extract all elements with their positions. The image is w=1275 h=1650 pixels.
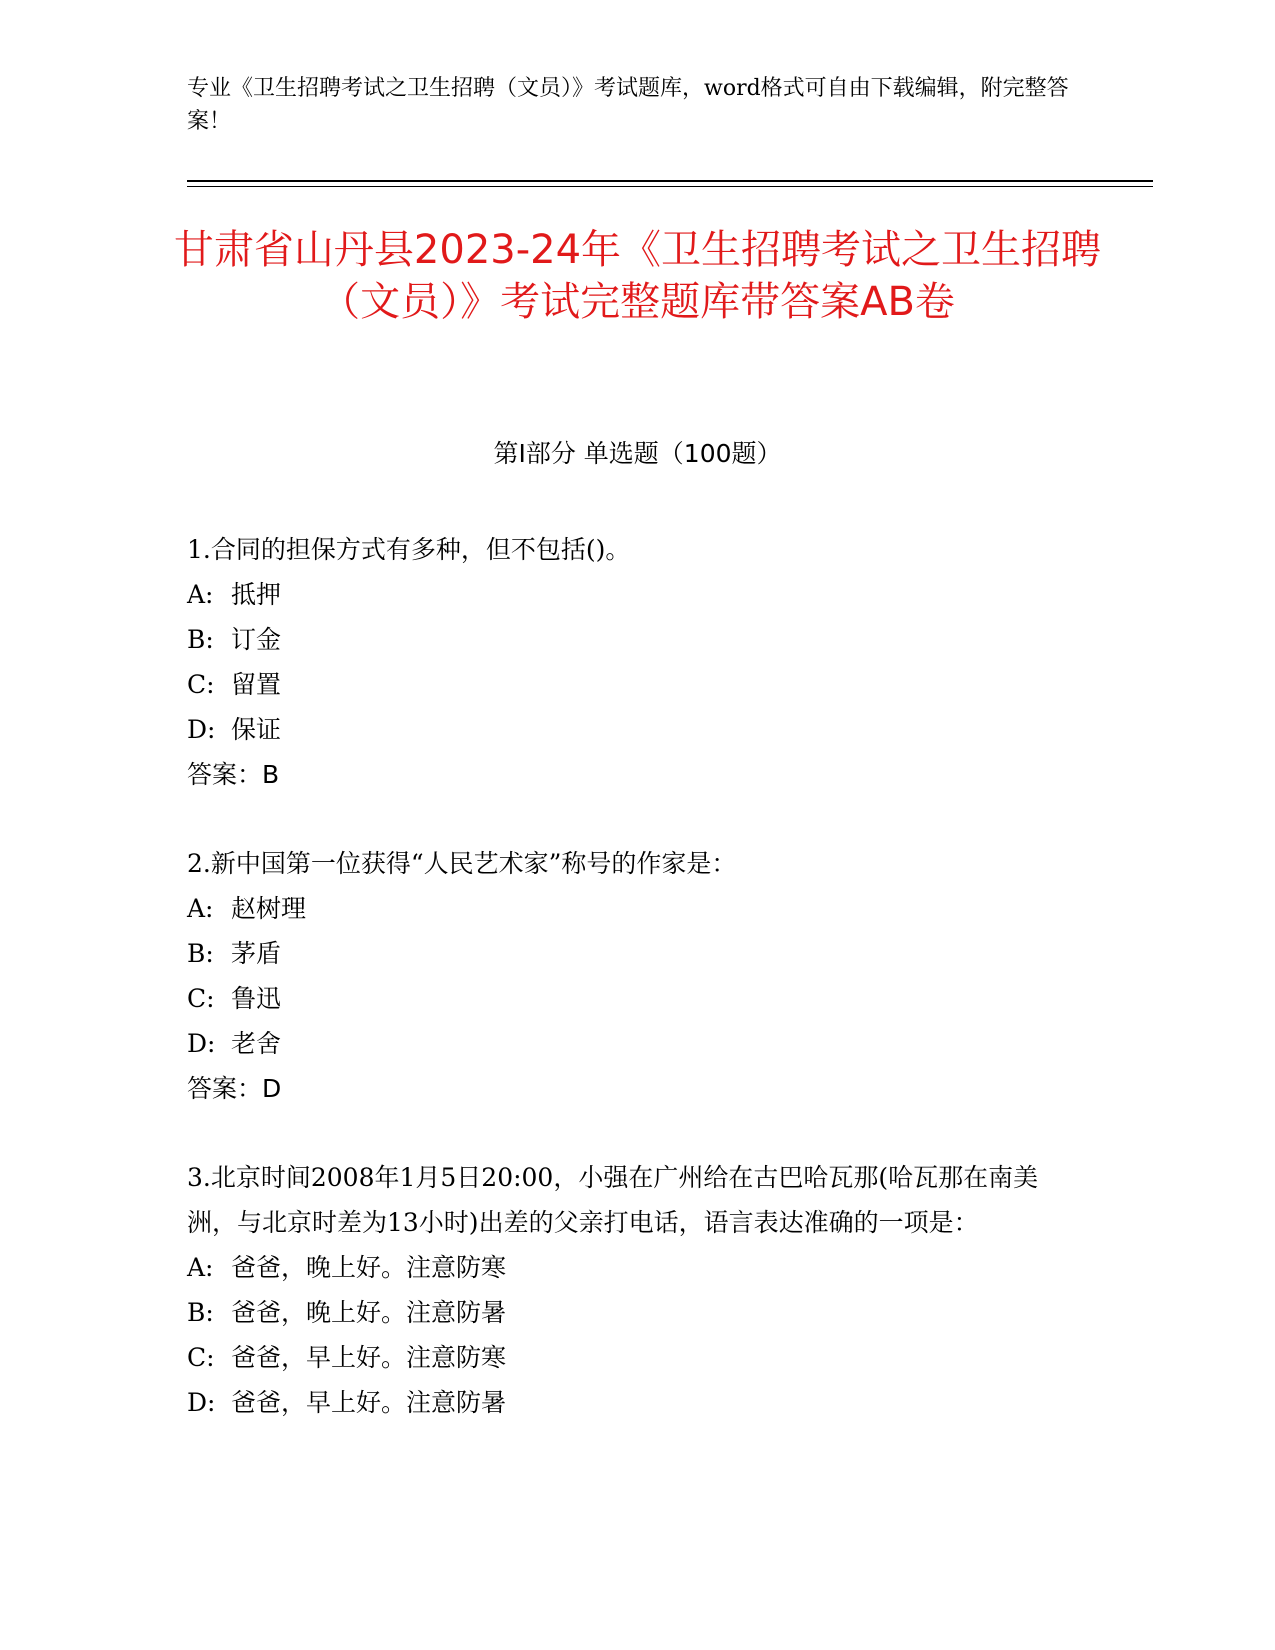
option-letter: C: [187, 984, 215, 1013]
section-heading: 第I部分 单选题（100题） [493, 439, 782, 468]
option-text: 老舍 [231, 1029, 282, 1058]
option-letter: D: [187, 715, 216, 744]
option-letter: A: [187, 1253, 214, 1282]
option-c [187, 1335, 1087, 1380]
option-d [187, 1021, 1087, 1066]
option-b [187, 1290, 1087, 1335]
option-text: 爸爸，早上好。注意防寒 [231, 1343, 507, 1372]
option-d [187, 1380, 1087, 1425]
option-letter: B: [187, 1298, 214, 1327]
option-letter: B: [187, 939, 214, 968]
question-stem: 1.合同的担保方式有多种，但不包括()。 [187, 535, 631, 564]
option-letter: D: [187, 1029, 216, 1058]
option-letter: D: [187, 1388, 216, 1417]
option-text: 抵押 [231, 580, 282, 609]
option-a [187, 1245, 1087, 1290]
option-a [187, 886, 1087, 931]
option-letter: B: [187, 625, 214, 654]
option-c [187, 976, 1087, 1021]
option-text: 鲁迅 [231, 984, 282, 1013]
question-1 [187, 527, 1087, 797]
option-text: 爸爸，早上好。注意防暑 [231, 1388, 507, 1417]
header-rule-thin [187, 186, 1153, 187]
question-3 [187, 1155, 1087, 1425]
option-text: 赵树理 [231, 894, 307, 923]
option-b [187, 617, 1087, 662]
option-d [187, 707, 1087, 752]
option-text: 爸爸，晚上好。注意防寒 [231, 1253, 507, 1282]
option-c [187, 662, 1087, 707]
header-rule-thick [187, 180, 1153, 182]
option-letter: C: [187, 1343, 215, 1372]
question-list [187, 527, 1087, 1469]
option-letter: C: [187, 670, 215, 699]
option-text: 订金 [231, 625, 282, 654]
option-letter: A: [187, 580, 214, 609]
option-letter: A: [187, 894, 214, 923]
answer-line: 答案：B [187, 760, 280, 789]
option-text: 爸爸，晚上好。注意防暑 [231, 1298, 507, 1327]
question-stem: 3.北京时间2008年1月5日20:00，小强在广州给在古巴哈瓦那(哈瓦那在南美洲，与北京时差为13小时)出差的父亲打电话，语言表达准确的一项是： [187, 1163, 1039, 1237]
option-text: 茅盾 [231, 939, 282, 968]
question-2 [187, 841, 1087, 1111]
answer-line: 答案：D [187, 1074, 282, 1103]
question-stem: 2.新中国第一位获得“人民艺术家”称号的作家是： [187, 849, 737, 878]
option-b [187, 931, 1087, 976]
header-note: 专业《卫生招聘考试之卫生招聘（文员）》考试题库，word格式可自由下载编辑，附完整答案！ [187, 76, 1069, 134]
option-text: 保证 [231, 715, 282, 744]
document-title: 甘肃省山丹县2023-24年《卫生招聘考试之卫生招聘（文员）》考试完整题库带答案AB卷 [173, 227, 1102, 325]
option-text: 留置 [231, 670, 282, 699]
option-a [187, 572, 1087, 617]
